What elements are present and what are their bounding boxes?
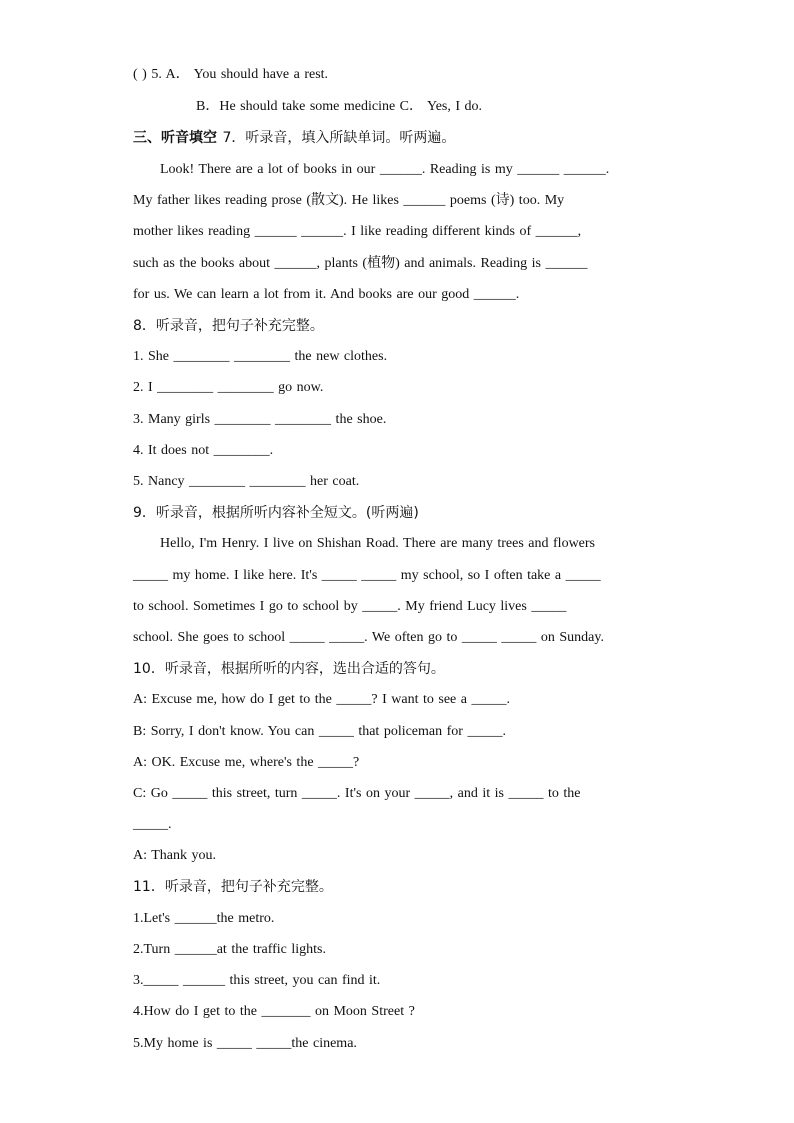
q7-passage-line-2: My father likes reading prose (散文). He likes ______ poems (诗) too. My <box>133 193 565 208</box>
q9-passage-line-4: school. She goes to school _____ _____. We often go to _____ _____ on Sunday. <box>133 630 604 645</box>
q11-item-3: 3._____ ______ this street, you can find it. <box>133 973 381 988</box>
q9-passage-line-1: Hello, I'm Henry. I live on Shishan Road. There are many trees and flowers <box>160 536 596 551</box>
q9-passage-line-3: to school. Sometimes I go to school by _____. My friend Lucy lives _____ <box>133 599 567 614</box>
q11-item-1: 1.Let's ______the metro. <box>133 911 275 926</box>
q8-item-5: 5. Nancy ________ ________ her coat. <box>133 474 360 489</box>
q10-dialogue-line-1: A: Excuse me, how do I get to the _____? I want to see a _____. <box>133 692 510 707</box>
q7-passage-line-1: Look! There are a lot of books in our ______. Reading is my ______ ______. <box>160 162 610 177</box>
q5-line-2: B．He should take some medicine C． Yes, I do. <box>196 99 483 114</box>
q10-dialogue-line-5: _____. <box>133 817 172 832</box>
q10-title: 10．听录音，根据所听的内容，选出合适的答句。 <box>133 661 445 677</box>
q7-passage-line-3: mother likes reading ______ ______. I like reading different kinds of ______, <box>133 224 582 239</box>
q11-item-2: 2.Turn ______at the traffic lights. <box>133 942 326 957</box>
section3-heading <box>133 129 663 147</box>
q11-item-4: 4.How do I get to the _______ on Moon Street ? <box>133 1004 415 1019</box>
q5-line-1: ( ) 5. A． You should have a rest. <box>133 67 329 82</box>
q8-item-2: 2. I ________ ________ go now. <box>133 380 324 395</box>
q10-dialogue-line-2: B: Sorry, I don't know. You can _____ that policeman for _____. <box>133 724 506 739</box>
q10-dialogue-line-3: A: OK. Excuse me, where's the _____? <box>133 755 360 770</box>
q8-item-4: 4. It does not ________. <box>133 443 274 458</box>
q11-title: 11．听录音，把句子补充完整。 <box>133 879 333 895</box>
q7-intro: 7．听录音，填入所缺单词。听两遍。 <box>217 130 456 146</box>
q11-item-5: 5.My home is _____ _____the cinema. <box>133 1036 357 1051</box>
section3-title: 三、听音填空 <box>133 130 217 146</box>
q7-passage-line-5: for us. We can learn a lot from it. And books are our good ______. <box>133 287 520 302</box>
q8-item-3: 3. Many girls ________ ________ the shoe. <box>133 412 387 427</box>
q8-title: 8．听录音，把句子补充完整。 <box>133 318 324 334</box>
q10-dialogue-line-4: C: Go _____ this street, turn _____. It's on your _____, and it is _____ to the <box>133 786 581 801</box>
q9-title: 9．听录音，根据所听内容补全短文。(听两遍) <box>133 505 419 521</box>
q9-passage-line-2: _____ my home. I like here. It's _____ _____ my school, so I often take a _____ <box>133 568 601 583</box>
q7-passage-line-4: such as the books about ______, plants (植物) and animals. Reading is ______ <box>133 256 588 271</box>
q8-item-1: 1. She ________ ________ the new clothes. <box>133 349 388 364</box>
q10-dialogue-line-6: A: Thank you. <box>133 848 217 863</box>
